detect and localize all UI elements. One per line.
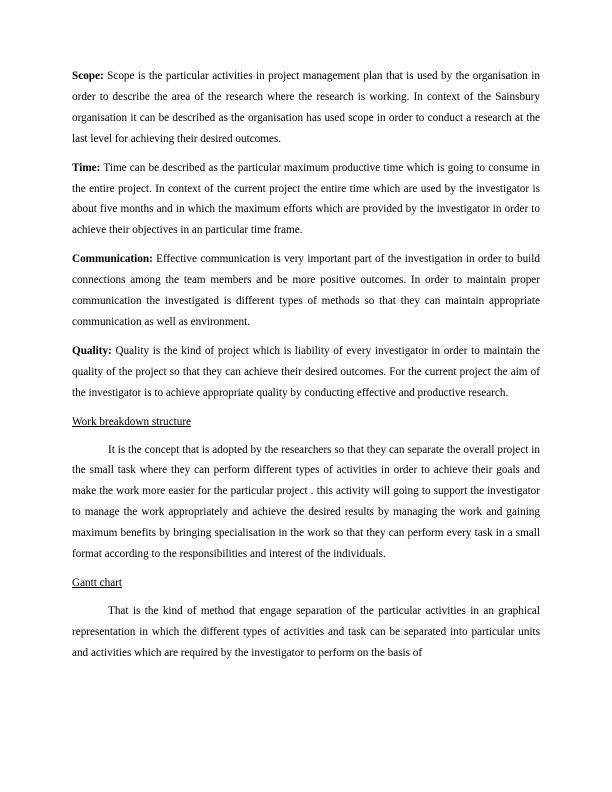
communication-term: Communication: xyxy=(72,253,153,266)
communication-text: Effective communication is very important part of the investigation in order to build connections among the team members and be more positive outcomes. In order to maintain proper communication the investigated is different types of methods so that they can maintain appropriate communication as well as environment. xyxy=(72,253,540,328)
time-paragraph xyxy=(72,158,540,242)
quality-text: Quality is the kind of project which is liability of every investigator in order to maintain the quality of the project so that they can achieve their desired outcomes. For the current project the aim of the investigator is to achieve appropriate quality by conducting effective and productive research. xyxy=(72,344,540,399)
document-page xyxy=(72,66,540,672)
gantt-paragraph: That is the kind of method that engage separation of the particular activities in an graphical representation in which the different types of activities and task can be separated into particular units and activities which are required by the investigator to perform on the basis of xyxy=(72,604,540,659)
scope-paragraph xyxy=(72,66,540,150)
scope-term: Scope: xyxy=(72,70,104,82)
wbs-heading: Work breakdown structure xyxy=(72,415,192,428)
gantt-heading: Gantt chart xyxy=(72,576,123,589)
quality-paragraph xyxy=(72,341,540,404)
communication-paragraph xyxy=(72,249,540,333)
time-text: Time can be described as the particular maximum productive time which is going to consume in the entire project. In context of the current project the entire time which are used by the investigator is about five months and in which the maximum efforts which are provided by the investigator in order to achieve their objectives in an particular time frame. xyxy=(72,161,540,237)
wbs-paragraph: It is the concept that is adopted by the researchers so that they can separate the overall project in the small task where they can perform different types of activities in order to achieve their goals and make the work more easier for the particular project . this activity will going to support the investigator to manage the work appropriately and achieve the desired results by managing the work and gaining maximum benefits by bringing specialisation in the work so that they can perform every task in a small format according to the responsibilities and interest of the individuals. xyxy=(72,443,540,561)
scope-text: Scope is the particular activities in project management plan that is used by the organisation in order to describe the area of the research where the research is working. In context of the Sainsbury organisation it can be described as the organisation has used scope in order to conduct a research at the last level for achieving their desired outcomes. xyxy=(72,70,540,145)
time-term: Time: xyxy=(72,161,101,174)
quality-term: Quality: xyxy=(72,344,112,357)
